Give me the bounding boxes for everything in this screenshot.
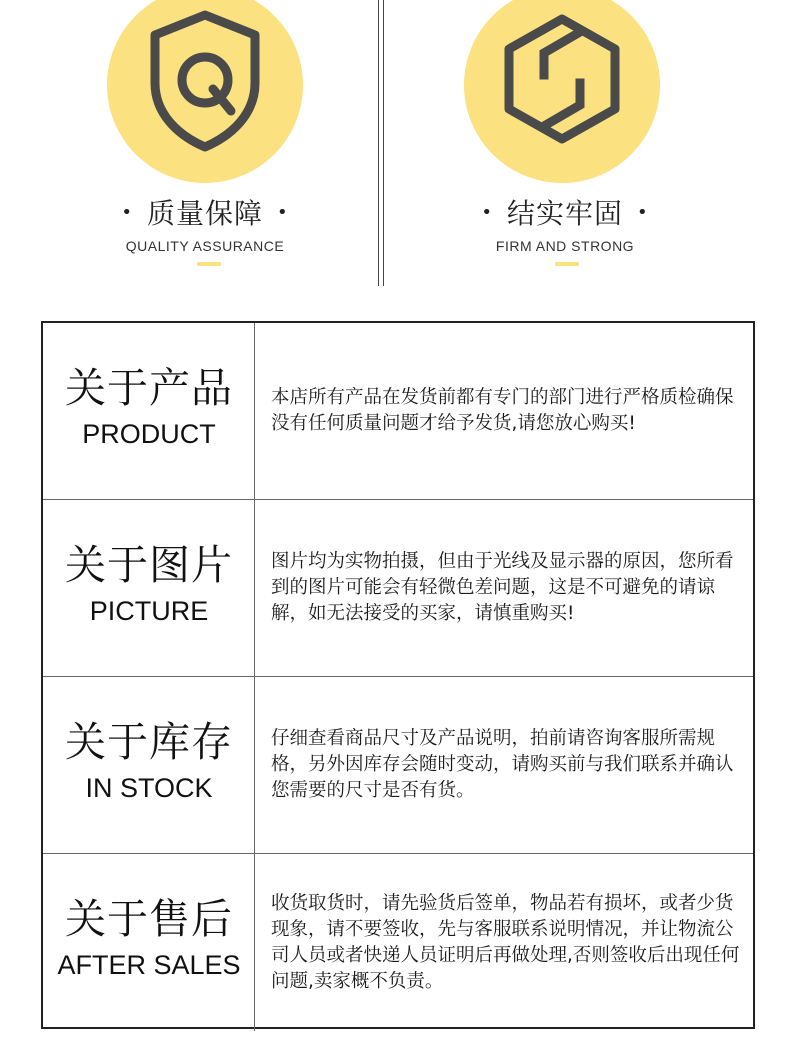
row-text-cell: [271, 677, 741, 853]
quality-shield-icon: [107, 0, 303, 183]
row-description: 图片均为实物拍摄，但由于光线及显示器的原因，您所看到的图片可能会有轻微色差问题，这是不可避免的请谅解，如无法接受的买家，请慎重购买!: [271, 551, 734, 624]
row-label-cn: 关于图片: [65, 541, 233, 589]
firm-title: 结实牢固: [506, 197, 623, 230]
hexagon-icon: [464, 0, 660, 183]
row-label-en: IN STOCK: [85, 773, 213, 803]
vertical-divider: [383, 0, 384, 286]
bullet-dot: •: [637, 202, 649, 223]
bullet-dot: •: [277, 202, 289, 223]
row-description: 本店所有产品在发货前都有专门的部门进行严格质检确保没有任何质量问题才给予发货,请您放心购买!: [271, 387, 734, 434]
firm-subtitle: FIRM AND STRONG: [495, 238, 635, 254]
feature-firm-strong: [405, 0, 725, 280]
vertical-divider: [378, 0, 379, 286]
row-label-en: AFTER SALES: [57, 950, 241, 980]
info-row-picture: [43, 500, 753, 677]
info-table: [41, 321, 755, 1029]
quality-badge: [107, 0, 303, 183]
row-description: 仔细查看商品尺寸及产品说明，拍前请咨询客服所需规格，另外因库存会随时变动，请购买前与我们联系并确认您需要的尺寸是否有货。: [271, 728, 734, 801]
feature-quality-assurance: [45, 0, 365, 280]
quality-title: 质量保障: [146, 197, 263, 230]
bullet-dot: •: [121, 202, 133, 223]
row-label-cell: [43, 500, 255, 676]
row-label-cell: [43, 854, 255, 1031]
feature-title-cn: [45, 196, 365, 233]
row-label-en: PICTURE: [89, 596, 209, 626]
row-label-cell: [43, 323, 255, 499]
row-description: 收货取货时，请先验货后签单，物品若有损坏，或者少货现象，请不要签收，先与客服联系说明情况，并让物流公司人员或者快递人员证明后再做处理,否则签收后出现任何问题,卖家概不负责。: [271, 892, 740, 992]
row-label-cell: [43, 677, 255, 853]
row-label-cn: 关于库存: [65, 718, 233, 766]
row-label-cn: 关于售后: [65, 895, 233, 943]
accent-underline: [197, 262, 221, 266]
info-row-product: [43, 323, 753, 500]
row-text-cell: [271, 500, 741, 676]
firm-badge: [464, 0, 660, 183]
row-label-en: PRODUCT: [82, 419, 216, 449]
accent-underline: [555, 262, 579, 266]
row-text-cell: [271, 323, 741, 499]
row-label-cn: 关于产品: [65, 364, 233, 412]
feature-title-cn: [405, 196, 725, 233]
info-row-after-sales: [43, 854, 753, 1031]
row-text-cell: [271, 854, 741, 1031]
info-row-stock: [43, 677, 753, 854]
quality-subtitle: QUALITY ASSURANCE: [125, 238, 285, 254]
bullet-dot: •: [481, 202, 493, 223]
